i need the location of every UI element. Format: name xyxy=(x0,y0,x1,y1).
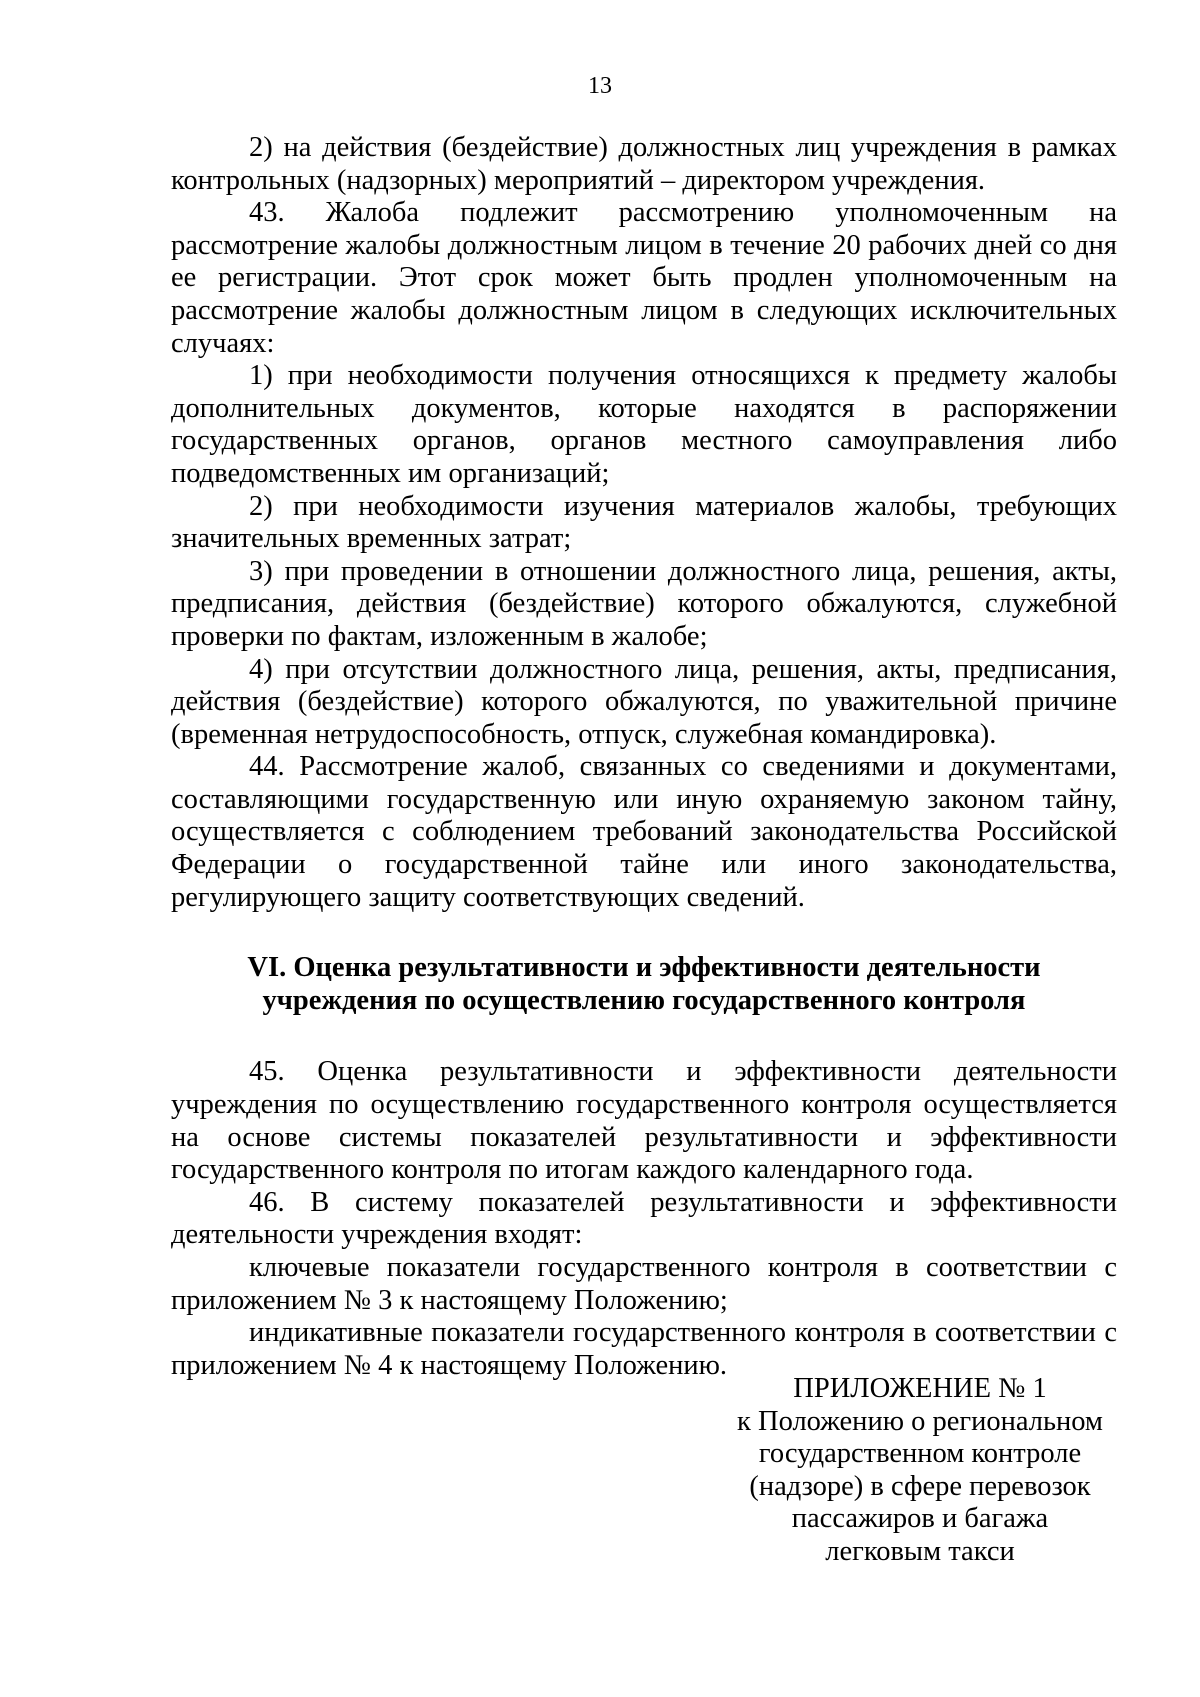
list-item-2: 2) при необходимости изучения материалов жалобы, требующих значительных временных затрат; xyxy=(171,490,1117,555)
paragraph-46: 46. В систему показателей результативности и эффективности деятельности учреждения входят: xyxy=(171,1186,1117,1251)
list-item-1: 1) при необходимости получения относящихся к предмету жалобы дополнительных документов, которые находятся в распоряжении государственных органов, органов местного самоуправления либо подведомственных им организаций; xyxy=(171,360,1117,489)
section-heading-line-2: учреждения по осуществлению государственного контроля xyxy=(262,984,1026,1016)
document-body xyxy=(171,132,1117,1382)
paragraph-43: 43. Жалоба подлежит рассмотрению уполномоченным на рассмотрение жалобы должностным лицом в течение 20 рабочих дней со дня ее регистрации. Этот срок может быть продлен уполномоченным на рассмотрение жалобы должностным лицом в следующих исключительных случаях: xyxy=(171,197,1117,359)
appendix-line-1: к Положению о региональном xyxy=(737,1405,1103,1437)
paragraph-44: 44. Рассмотрение жалоб, связанных со сведениями и документами, составляющими государственную или иную охраняемую законом тайну, осуществляется с соблюдением требований законодательства Российской Федерации о государственной тайне или иного законодательства, регулирующего защиту соответствующих сведений. xyxy=(171,751,1117,913)
list-item-4: 4) при отсутствии должностного лица, решения, акты, предписания, действия (бездействие) которого обжалуются, по уважительной причине (временная нетрудоспособность, отпуск, служебная командировка). xyxy=(171,653,1117,750)
list-item-indicative-indicators: индикативные показатели государственного контроля в соответствии с приложением № 4 к настоящему Положению. xyxy=(171,1317,1117,1381)
list-item-key-indicators: ключевые показатели государственного контроля в соответствии с приложением № 3 к настоящему Положению; xyxy=(171,1252,1117,1316)
section-heading-line-1: VI. Оценка результативности и эффективности деятельности xyxy=(247,952,1041,984)
appendix-line-2: государственном контроле xyxy=(758,1438,1082,1470)
appendix-line-3: (надзоре) в сфере перевозок xyxy=(749,1470,1091,1502)
appendix-block xyxy=(690,1373,1150,1569)
paragraph-45: 45. Оценка результативности и эффективности деятельности учреждения по осуществлению государственного контроля осуществляется на основе системы показателей результативности и эффективности государственного контроля по итогам каждого календарного года. xyxy=(171,1056,1117,1186)
appendix-title: ПРИЛОЖЕНИЕ № 1 xyxy=(793,1373,1047,1404)
appendix-line-4: пассажиров и багажа xyxy=(791,1503,1049,1535)
paragraph-2-officials: 2) на действия (бездействие) должностных лиц учреждения в рамках контрольных (надзорных) мероприятий – директором учреждения. xyxy=(171,132,1117,196)
section-heading xyxy=(171,952,1117,1017)
appendix-line-5: легковым такси xyxy=(825,1535,1015,1567)
list-item-3: 3) при проведении в отношении должностного лица, решения, акты, предписания, действия (бездействие) которого обжалуются, служебной проверки по фактам, изложенным в жалобе; xyxy=(171,555,1117,652)
page-number: 13 xyxy=(588,73,612,99)
